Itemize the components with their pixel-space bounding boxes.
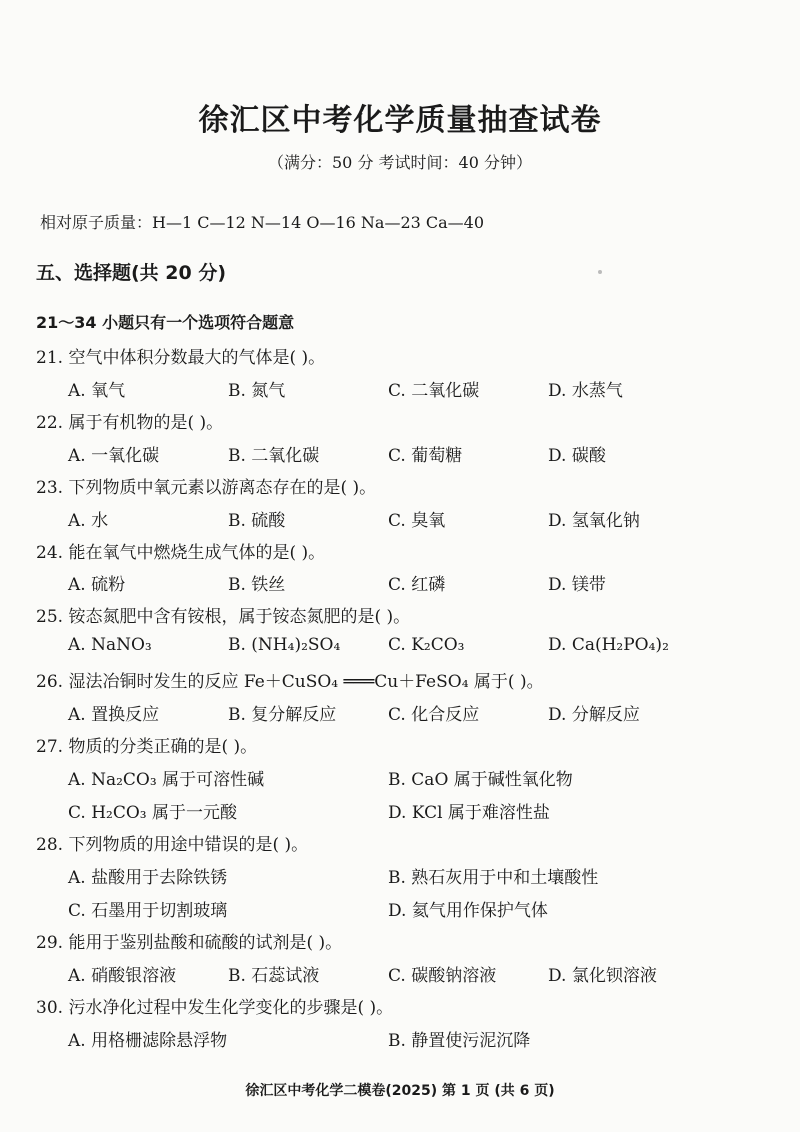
option-29-d: D. 氯化钡溶液: [548, 966, 657, 986]
option-26-b: B. 复分解反应: [228, 705, 337, 725]
option-23-c: C. 臭氧: [388, 511, 446, 531]
option-22-c: C. 葡萄糖: [388, 446, 463, 466]
option-24-a: A. 硫粉: [68, 575, 126, 595]
question-29: 29. 能用于鉴别盐酸和硫酸的试剂是( )。: [36, 933, 343, 953]
option-30-b: B. 静置使污泥沉降: [388, 1031, 531, 1051]
option-22-a: A. 一氧化碳: [68, 446, 160, 466]
option-28-c: C. 石墨用于切割玻璃: [68, 901, 228, 921]
paper-mark: [598, 270, 602, 274]
option-24-c: C. 红磷: [388, 575, 446, 595]
option-26-c: C. 化合反应: [388, 705, 480, 725]
option-21-b: B. 氮气: [228, 381, 286, 401]
question-26: 26. 湿法冶铜时发生的反应 Fe＋CuSO₄ ═══Cu＋FeSO₄ 属于( )。: [36, 672, 544, 692]
option-25-c: C. K₂CO₃: [388, 635, 465, 655]
question-21: 21. 空气中体积分数最大的气体是( )。: [36, 348, 326, 368]
question-28: 28. 下列物质的用途中错误的是( )。: [36, 835, 309, 855]
option-28-a: A. 盐酸用于去除铁锈: [68, 868, 228, 888]
option-22-b: B. 二氧化碳: [228, 446, 320, 466]
option-27-b: B. CaO 属于碱性氧化物: [388, 770, 573, 790]
question-30: 30. 污水净化过程中发生化学变化的步骤是( )。: [36, 998, 394, 1018]
option-21-c: C. 二氧化碳: [388, 381, 480, 401]
option-25-b: B. (NH₄)₂SO₄: [228, 635, 341, 655]
option-26-d: D. 分解反应: [548, 705, 640, 725]
question-27: 27. 物质的分类正确的是( )。: [36, 737, 258, 757]
option-23-d: D. 氢氧化钠: [548, 511, 640, 531]
option-27-c: C. H₂CO₃ 属于一元酸: [68, 803, 238, 823]
option-22-d: D. 碳酸: [548, 446, 606, 466]
option-28-b: B. 熟石灰用于中和土壤酸性: [388, 868, 599, 888]
option-28-d: D. 氦气用作保护气体: [388, 901, 548, 921]
option-27-a: A. Na₂CO₃ 属于可溶性碱: [68, 770, 265, 790]
option-26-a: A. 置换反应: [68, 705, 160, 725]
question-24: 24. 能在氧气中燃烧生成气体的是( )。: [36, 543, 326, 563]
question-23: 23. 下列物质中氧元素以游离态存在的是( )。: [36, 478, 377, 498]
option-21-d: D. 水蒸气: [548, 381, 623, 401]
option-24-b: B. 铁丝: [228, 575, 286, 595]
section-instruction: 21～34 小题只有一个选项符合题意: [36, 313, 295, 332]
atomic-masses: 相对原子质量：H—1 C—12 N—14 O—16 Na—23 Ca—40: [40, 213, 485, 232]
question-22: 22. 属于有机物的是( )。: [36, 413, 224, 433]
option-23-b: B. 硫酸: [228, 511, 286, 531]
option-29-b: B. 石蕊试液: [228, 966, 320, 986]
option-23-a: A. 水: [68, 511, 109, 531]
exam-title: 徐汇区中考化学质量抽查试卷: [198, 103, 602, 138]
question-25: 25. 铵态氮肥中含有铵根，属于铵态氮肥的是( )。: [36, 607, 411, 627]
section-title: 五、选择题(共 20 分): [36, 262, 227, 284]
option-24-d: D. 镁带: [548, 575, 606, 595]
option-29-c: C. 碳酸钠溶液: [388, 966, 497, 986]
option-30-a: A. 用格栅滤除悬浮物: [68, 1031, 228, 1051]
option-29-a: A. 硝酸银溶液: [68, 966, 177, 986]
page-footer: 徐汇区中考化学二模卷(2025) 第 1 页 (共 6 页): [245, 1083, 555, 1099]
option-27-d: D. KCl 属于难溶性盐: [388, 803, 550, 823]
option-25-a: A. NaNO₃: [68, 635, 152, 655]
option-25-d: D. Ca(H₂PO₄)₂: [548, 635, 669, 655]
exam-subtitle: （满分：50 分 考试时间：40 分钟）: [268, 153, 532, 172]
option-21-a: A. 氧气: [68, 381, 126, 401]
